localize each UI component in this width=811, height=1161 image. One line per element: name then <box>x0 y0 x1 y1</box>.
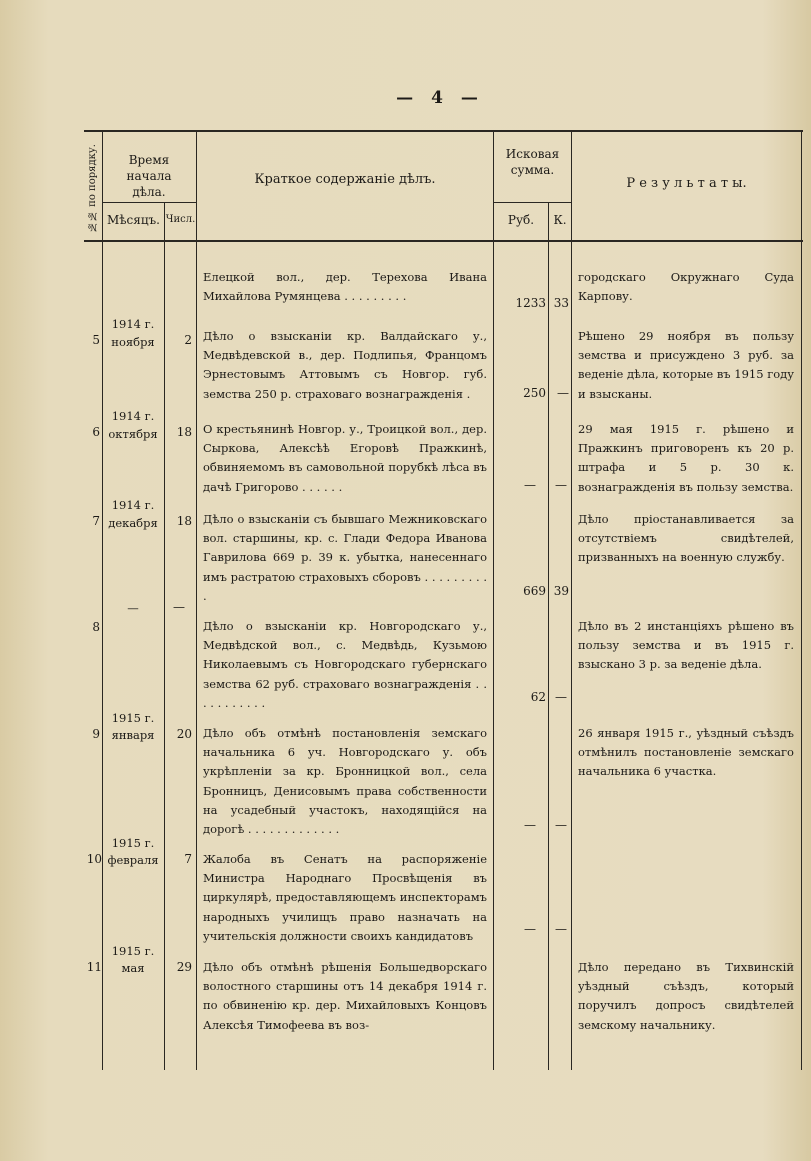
col-rule-7 <box>801 130 802 1070</box>
row-6-result: 29 мая 1915 г. рѣшено и Пражкинъ приговоренъ къ 20 р. штрафа и 5 р. 30 к. вознагражденія въ пользу земства. <box>578 422 794 494</box>
page-number: — 4 — <box>396 88 484 108</box>
row-9-rub: — <box>524 818 536 832</box>
row-8-kop: — <box>555 690 567 704</box>
row-9-year: 1915 г. <box>111 711 155 725</box>
col-rule-5 <box>548 202 549 1070</box>
header-day: Числ. <box>165 214 196 225</box>
row-8-number: 8 <box>92 620 100 634</box>
row-7-number: 7 <box>92 514 100 528</box>
row-10-summary: Жалоба въ Сенатъ на распоряженіе Министра Народнаго Просвѣщенія въ циркулярѣ, предоставляющемъ инспекторамъ народныхъ училищъ право назначать на учительскія должности своихъ кандидатовъ <box>203 852 487 943</box>
row-8-result: Дѣло въ 2 инстанціяхъ рѣшено въ пользу земства и въ 1915 г. взыскано 3 р. за веденіе дѣла. <box>578 619 794 672</box>
row-0-result: городскаго Окружнаго Суда Карпову. <box>578 270 794 304</box>
row-7-month: декабря <box>108 516 158 530</box>
row-5-summary: Дѣло о взысканіи кр. Валдайскаго у., Медвѣдевской в., дер. Подлипья, Францомъ Эрнестовымъ Аттовымъ съ Новгор. губ. земства 250 р. страховаго вознагражденія . <box>203 329 487 401</box>
row-6-rub: — <box>524 478 536 492</box>
row-7-rub: 669 <box>523 584 546 598</box>
row-9-month: января <box>111 728 155 742</box>
row-11-month: мая <box>121 961 145 975</box>
row-6-year: 1914 г. <box>111 409 155 423</box>
row-6-month: октября <box>108 427 158 441</box>
row-8-month: — <box>127 601 139 615</box>
header-results: Р е з у л ь т а т ы. <box>626 176 747 191</box>
row-7-year: 1914 г. <box>111 498 155 512</box>
header-summary: Краткое содержаніе дѣлъ. <box>254 172 436 187</box>
header-rub: Руб. <box>507 213 535 227</box>
row-8-summary: Дѣло о взысканіи кр. Новгородскаго у., Медвѣдской вол., с. Медвѣдь, Кузьмою Николаевымъ съ Новгородскаго губернскаго земства 62 руб. страховаго вознагражденія . . . . . . . . . . . <box>203 619 487 710</box>
row-9-day: 20 <box>176 727 192 741</box>
row-8-rub: 62 <box>530 690 546 704</box>
row-7-kop: 39 <box>553 584 569 598</box>
col-rule-3 <box>196 130 197 1070</box>
col-rule-4 <box>493 130 494 1070</box>
row-0-rub: 1233 <box>515 296 546 310</box>
row-5-result: Рѣшено 29 ноября въ пользу земства и присуждено 3 руб. за веденіе дѣла, которые въ 1915 году и взысканы. <box>578 329 794 401</box>
row-6-day: 18 <box>176 425 192 439</box>
header-subrule-time <box>102 202 196 203</box>
row-6-number: 6 <box>92 425 100 439</box>
header-month: Мѣсяцъ. <box>107 213 160 227</box>
row-0-kop: 33 <box>553 296 569 310</box>
col-rule-6 <box>571 130 572 1070</box>
row-5-number: 5 <box>92 333 100 347</box>
row-9-result: 26 января 1915 г., уѣздный съѣздъ отмѣнилъ постановленіе земскаго начальника 6 участка. <box>578 726 794 779</box>
header-kop: К. <box>553 213 567 227</box>
header-order: №№ по порядку. <box>87 144 98 232</box>
header-time: Время начала дѣла. <box>126 153 172 199</box>
row-11-summary: Дѣло объ отмѣнѣ рѣшенія Большедворскаго волостного старшины отъ 14 декабря 1914 г. по обвиненію кр. дер. Михайловыхъ Концовъ Алексѣя Тимофеева въ воз- <box>203 960 487 1032</box>
table-top-rule <box>84 130 803 132</box>
row-9-kop: — <box>555 818 567 832</box>
row-7-result: Дѣло пріостанавливается за отсутствіемъ свидѣтелей, призванныхъ на военную службу. <box>578 512 794 565</box>
row-10-kop: — <box>555 922 567 936</box>
row-5-day: 2 <box>184 333 192 347</box>
header-subrule-claim <box>493 202 571 203</box>
row-11-result: Дѣло передано въ Тихвинскій уѣздный съѣздъ, который поручилъ допросъ свидѣтелей земскому начальнику. <box>578 960 794 1032</box>
row-0-summary: Елецкой вол., дер. Терехова Ивана Михайлова Румянцева . . . . . . . . . <box>203 270 487 304</box>
row-11-year: 1915 г. <box>111 944 155 958</box>
row-9-summary: Дѣло объ отмѣнѣ постановленія земскаго начальника 6 уч. Новгородскаго у. объ укрѣпленіи за кр. Бронницкой вол., села Бронницъ, Денисовымъ права собственности на усадебный участокъ, находящійся на дорогѣ . . . . . . . . . . . . . <box>203 726 487 837</box>
row-5-month: ноября <box>111 335 155 349</box>
row-5-rub: 250 <box>523 386 546 400</box>
col-rule-1 <box>102 130 103 1070</box>
row-10-number: 10 <box>86 852 102 866</box>
row-7-day: 18 <box>176 514 192 528</box>
row-7-summary: Дѣло о взысканіи съ бывшаго Межниковскаго вол. старшины, кр. с. Глади Федора Иванова Гаврилова 669 р. 39 к. убытка, нанесеннаго имъ растратою страховыхъ сборовъ . . . . . . . . . . <box>203 512 487 603</box>
row-11-day: 29 <box>176 960 192 974</box>
row-10-day: 7 <box>184 852 192 866</box>
col-rule-2 <box>164 202 165 1070</box>
header-bottom-rule <box>84 240 803 242</box>
row-8-day: — <box>173 600 185 614</box>
row-10-rub: — <box>524 922 536 936</box>
row-10-month: февраля <box>107 853 159 867</box>
row-6-kop: — <box>555 478 567 492</box>
row-6-summary: О крестьянинѣ Новгор. у., Троицкой вол., дер. Сыркова, Алексѣѣ Егоровѣ Пражкинѣ, обвиняемомъ въ самовольной порубкѣ лѣса въ дачѣ Григорово . . . . . . <box>203 422 487 494</box>
row-10-year: 1915 г. <box>111 836 155 850</box>
row-5-year: 1914 г. <box>111 317 155 331</box>
row-11-number: 11 <box>86 960 102 974</box>
header-claim: Исковая сумма. <box>505 147 560 177</box>
row-9-number: 9 <box>92 727 100 741</box>
row-5-kop: — <box>557 386 569 400</box>
